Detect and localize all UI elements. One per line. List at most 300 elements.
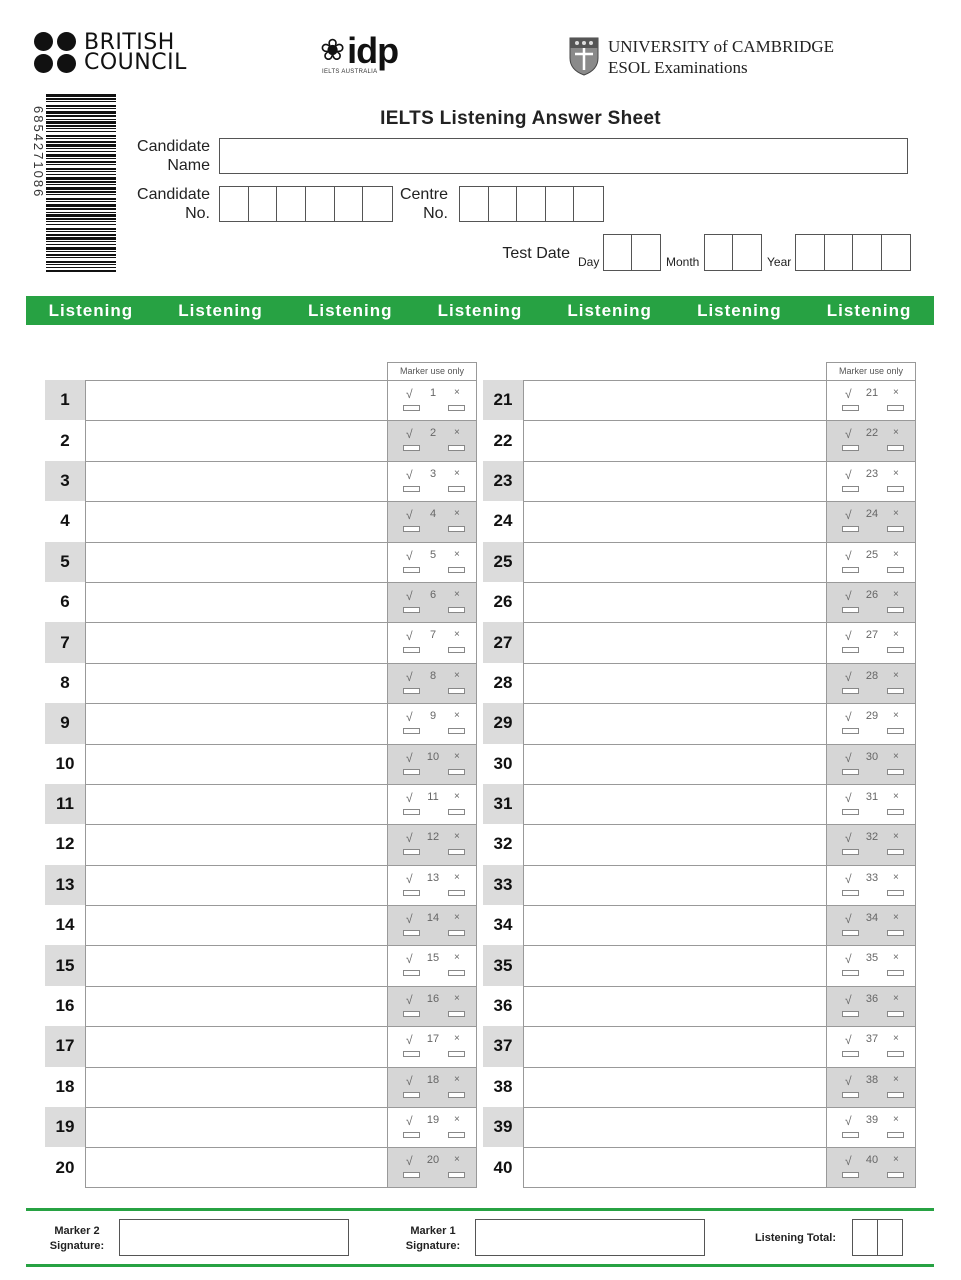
answer-field[interactable] bbox=[523, 824, 826, 864]
marker-number: 37 bbox=[865, 1033, 879, 1046]
tick-icon: √ bbox=[845, 387, 852, 401]
answer-field[interactable] bbox=[523, 703, 826, 743]
cross-icon: × bbox=[893, 1154, 899, 1166]
question-row bbox=[483, 542, 916, 582]
question-number: 31 bbox=[483, 784, 523, 824]
test-date-label: Test Date bbox=[502, 245, 570, 262]
question-number: 19 bbox=[45, 1107, 85, 1147]
answer-field[interactable] bbox=[523, 905, 826, 945]
incorrect-checkbox[interactable] bbox=[887, 1011, 904, 1017]
british-council-line1: BRITISH bbox=[84, 29, 175, 55]
incorrect-checkbox[interactable] bbox=[448, 445, 465, 451]
cross-icon: × bbox=[893, 588, 899, 600]
question-number: 28 bbox=[493, 672, 513, 692]
marker-box bbox=[826, 945, 916, 985]
answer-field[interactable] bbox=[523, 1147, 826, 1187]
incorrect-checkbox[interactable] bbox=[448, 1011, 465, 1017]
answer-field[interactable] bbox=[523, 582, 826, 622]
tick-icon: √ bbox=[845, 790, 852, 805]
listening-total-cell[interactable] bbox=[878, 1220, 902, 1255]
correct-checkbox[interactable] bbox=[403, 486, 420, 492]
answer-field[interactable] bbox=[85, 1107, 387, 1147]
incorrect-checkbox[interactable] bbox=[448, 1092, 465, 1098]
answer-field[interactable] bbox=[85, 945, 387, 985]
correct-checkbox[interactable] bbox=[403, 445, 420, 451]
answer-field[interactable] bbox=[85, 986, 387, 1026]
cross-icon: × bbox=[454, 1073, 460, 1085]
barcode-bar bbox=[46, 161, 116, 163]
question-number: 3 bbox=[45, 461, 85, 501]
marker-box bbox=[387, 824, 477, 864]
incorrect-checkbox[interactable] bbox=[887, 607, 904, 613]
candidate-name-label: Candidate Name bbox=[137, 138, 210, 174]
marker-number: 16 bbox=[426, 992, 440, 1005]
barcode-bar bbox=[46, 224, 116, 225]
question-row bbox=[483, 1067, 916, 1107]
marker1-signature-field[interactable] bbox=[475, 1219, 705, 1256]
barcode-bar bbox=[46, 244, 116, 245]
barcode-bar bbox=[46, 231, 116, 232]
question-number: 40 bbox=[493, 1157, 513, 1177]
correct-checkbox[interactable] bbox=[403, 769, 420, 775]
tick-icon: √ bbox=[845, 710, 852, 725]
question-number: 26 bbox=[493, 592, 513, 612]
answer-field[interactable] bbox=[85, 703, 387, 743]
tick-icon: √ bbox=[406, 669, 413, 684]
marker-use-only-right: Marker use only bbox=[826, 362, 916, 380]
incorrect-checkbox[interactable] bbox=[887, 688, 904, 694]
month-cell[interactable] bbox=[705, 235, 733, 270]
incorrect-checkbox[interactable] bbox=[448, 647, 465, 653]
year-field[interactable] bbox=[795, 234, 911, 271]
barcode-bar bbox=[46, 201, 116, 202]
correct-checkbox[interactable] bbox=[403, 970, 420, 976]
barcode-bar bbox=[46, 264, 116, 265]
incorrect-checkbox[interactable] bbox=[887, 890, 904, 896]
cambridge-line2: ESOL Examinations bbox=[608, 58, 748, 77]
marker-box bbox=[826, 865, 916, 905]
barcode-bar bbox=[46, 212, 116, 213]
day-cell[interactable] bbox=[632, 235, 660, 270]
answer-field[interactable] bbox=[523, 1107, 826, 1147]
question-number: 27 bbox=[483, 622, 523, 662]
question-number: 10 bbox=[55, 753, 75, 773]
correct-checkbox[interactable] bbox=[403, 849, 420, 855]
incorrect-checkbox[interactable] bbox=[448, 849, 465, 855]
incorrect-checkbox[interactable] bbox=[448, 930, 465, 936]
question-row bbox=[483, 865, 916, 905]
correct-checkbox[interactable] bbox=[842, 728, 859, 734]
question-number: 9 bbox=[45, 703, 85, 743]
answer-field[interactable] bbox=[523, 380, 826, 420]
correct-checkbox[interactable] bbox=[403, 1132, 420, 1138]
listening-total-field[interactable] bbox=[852, 1219, 903, 1256]
answer-field[interactable] bbox=[523, 663, 826, 703]
banner-label: Listening bbox=[178, 300, 263, 320]
correct-checkbox[interactable] bbox=[403, 647, 420, 653]
tick-icon: √ bbox=[845, 1114, 852, 1129]
question-number: 21 bbox=[483, 380, 523, 420]
banner-label: Listening bbox=[826, 300, 912, 320]
marker-number: 6 bbox=[429, 588, 437, 601]
question-row bbox=[45, 784, 477, 824]
answer-field[interactable] bbox=[85, 744, 387, 784]
marker-number: 35 bbox=[865, 952, 879, 965]
marker-number: 21 bbox=[865, 387, 879, 399]
question-number: 1 bbox=[45, 380, 85, 420]
correct-checkbox[interactable] bbox=[403, 607, 420, 613]
answer-field[interactable] bbox=[85, 501, 387, 541]
barcode-bar bbox=[46, 144, 116, 147]
centre-no-cell[interactable] bbox=[517, 187, 546, 221]
question-row bbox=[45, 1107, 477, 1147]
incorrect-checkbox[interactable] bbox=[448, 728, 465, 734]
cross-icon: × bbox=[893, 387, 899, 398]
centre-no-field[interactable] bbox=[459, 186, 604, 222]
correct-checkbox[interactable] bbox=[842, 647, 859, 653]
correct-checkbox[interactable] bbox=[842, 445, 859, 451]
question-number: 2 bbox=[60, 430, 70, 450]
year-cell[interactable] bbox=[825, 235, 854, 270]
day-field[interactable] bbox=[603, 234, 661, 271]
incorrect-checkbox[interactable] bbox=[448, 567, 465, 573]
candidate-no-cell[interactable] bbox=[306, 187, 335, 221]
candidate-no-cell[interactable] bbox=[335, 187, 364, 221]
cambridge-logo bbox=[568, 36, 834, 78]
marker-number: 10 bbox=[426, 750, 440, 763]
marker-number: 38 bbox=[865, 1073, 879, 1086]
question-number: 24 bbox=[493, 511, 513, 531]
incorrect-checkbox[interactable] bbox=[448, 607, 465, 613]
footer-bottom-line bbox=[26, 1264, 934, 1267]
incorrect-checkbox[interactable] bbox=[448, 1172, 465, 1178]
marker-box bbox=[387, 1107, 477, 1147]
correct-checkbox[interactable] bbox=[842, 1092, 859, 1098]
correct-checkbox[interactable] bbox=[403, 567, 420, 573]
marker-box bbox=[826, 824, 916, 864]
answer-field[interactable] bbox=[85, 380, 387, 420]
correct-checkbox[interactable] bbox=[842, 1172, 859, 1178]
answer-field[interactable] bbox=[523, 744, 826, 784]
marker2-signature-label: Marker 2 Signature: bbox=[49, 1225, 105, 1252]
answer-field[interactable] bbox=[523, 501, 826, 541]
question-row bbox=[45, 501, 477, 541]
answer-field[interactable] bbox=[85, 663, 387, 703]
incorrect-checkbox[interactable] bbox=[448, 1132, 465, 1138]
candidate-no-cell[interactable] bbox=[363, 187, 392, 221]
correct-checkbox[interactable] bbox=[403, 1092, 420, 1098]
question-number: 12 bbox=[55, 834, 75, 854]
centre-no-cell[interactable] bbox=[460, 187, 489, 221]
cross-icon: × bbox=[454, 548, 460, 560]
banner-label: Listening bbox=[307, 300, 393, 320]
incorrect-checkbox[interactable] bbox=[887, 1172, 904, 1178]
marker-box bbox=[387, 622, 477, 662]
correct-checkbox[interactable] bbox=[403, 405, 420, 411]
correct-checkbox[interactable] bbox=[403, 890, 420, 896]
answer-field[interactable] bbox=[523, 420, 826, 460]
correct-checkbox[interactable] bbox=[842, 1011, 859, 1017]
question-number: 25 bbox=[483, 542, 523, 582]
incorrect-checkbox[interactable] bbox=[887, 486, 904, 492]
cross-icon: × bbox=[454, 871, 460, 883]
incorrect-checkbox[interactable] bbox=[887, 647, 904, 653]
answer-field[interactable] bbox=[85, 865, 387, 905]
answer-field[interactable] bbox=[85, 824, 387, 864]
cross-icon: × bbox=[893, 467, 899, 479]
barcode-bar bbox=[46, 158, 116, 159]
question-row bbox=[483, 945, 916, 985]
tick-icon: √ bbox=[845, 831, 852, 846]
incorrect-checkbox[interactable] bbox=[887, 1051, 904, 1057]
cross-icon: × bbox=[454, 1033, 460, 1045]
incorrect-checkbox[interactable] bbox=[887, 809, 904, 815]
marker2-signature-field[interactable] bbox=[119, 1219, 349, 1256]
incorrect-checkbox[interactable] bbox=[887, 1132, 904, 1138]
correct-checkbox[interactable] bbox=[842, 1132, 859, 1138]
correct-checkbox[interactable] bbox=[842, 849, 859, 855]
incorrect-checkbox[interactable] bbox=[448, 486, 465, 492]
incorrect-checkbox[interactable] bbox=[887, 970, 904, 976]
barcode-bar bbox=[46, 184, 116, 185]
answer-field[interactable] bbox=[85, 461, 387, 501]
cross-icon: × bbox=[454, 1114, 460, 1126]
incorrect-checkbox[interactable] bbox=[887, 769, 904, 775]
centre-no-cell[interactable] bbox=[546, 187, 575, 221]
barcode-bar bbox=[46, 151, 116, 152]
correct-checkbox[interactable] bbox=[842, 930, 859, 936]
marker-number: 34 bbox=[865, 912, 879, 925]
correct-checkbox[interactable] bbox=[403, 526, 420, 532]
marker-number: 3 bbox=[429, 467, 437, 480]
answer-field[interactable] bbox=[523, 542, 826, 582]
tick-icon: √ bbox=[406, 427, 413, 442]
marker-number: 26 bbox=[865, 588, 879, 601]
correct-checkbox[interactable] bbox=[842, 688, 859, 694]
answer-field[interactable] bbox=[85, 1026, 387, 1066]
incorrect-checkbox[interactable] bbox=[887, 728, 904, 734]
tick-icon: √ bbox=[406, 1073, 413, 1088]
incorrect-checkbox[interactable] bbox=[887, 930, 904, 936]
candidate-no-field[interactable] bbox=[219, 186, 393, 222]
incorrect-checkbox[interactable] bbox=[448, 769, 465, 775]
candidate-name-field[interactable] bbox=[219, 138, 908, 174]
marker-box bbox=[826, 1026, 916, 1066]
barcode-bar bbox=[46, 174, 116, 175]
question-row bbox=[45, 986, 477, 1026]
correct-checkbox[interactable] bbox=[842, 890, 859, 896]
day-cell[interactable] bbox=[604, 235, 632, 270]
cross-icon: × bbox=[454, 912, 460, 924]
month-cell[interactable] bbox=[733, 235, 761, 270]
answer-field[interactable] bbox=[523, 784, 826, 824]
incorrect-checkbox[interactable] bbox=[887, 849, 904, 855]
incorrect-checkbox[interactable] bbox=[887, 567, 904, 573]
correct-checkbox[interactable] bbox=[842, 1051, 859, 1057]
cross-icon: × bbox=[454, 952, 460, 964]
idp-figure-icon: ❀ bbox=[320, 34, 346, 67]
correct-checkbox[interactable] bbox=[403, 1011, 420, 1017]
barcode-bar bbox=[46, 270, 116, 272]
centre-no-cell[interactable] bbox=[489, 187, 518, 221]
cross-icon: × bbox=[893, 1114, 899, 1126]
tick-icon: √ bbox=[406, 831, 413, 846]
banner-label: Listening bbox=[697, 300, 782, 320]
marker-number: 12 bbox=[426, 831, 440, 844]
candidate-no-cell[interactable] bbox=[249, 187, 278, 221]
banner-label: Listening bbox=[48, 300, 134, 320]
year-cell[interactable] bbox=[882, 235, 910, 270]
marker-box bbox=[387, 865, 477, 905]
question-row bbox=[45, 703, 477, 743]
correct-checkbox[interactable] bbox=[403, 809, 420, 815]
marker-number: 32 bbox=[865, 831, 879, 844]
tick-icon: √ bbox=[845, 750, 852, 765]
question-number: 34 bbox=[493, 915, 513, 935]
question-row bbox=[45, 380, 477, 420]
incorrect-checkbox[interactable] bbox=[448, 526, 465, 532]
tick-icon: √ bbox=[845, 1033, 852, 1048]
incorrect-checkbox[interactable] bbox=[448, 688, 465, 694]
question-number: 39 bbox=[483, 1107, 523, 1147]
correct-checkbox[interactable] bbox=[403, 930, 420, 936]
incorrect-checkbox[interactable] bbox=[887, 526, 904, 532]
year-label: Year bbox=[767, 255, 792, 269]
correct-checkbox[interactable] bbox=[403, 688, 420, 694]
marker-number: 40 bbox=[865, 1154, 879, 1167]
incorrect-checkbox[interactable] bbox=[448, 970, 465, 976]
question-number: 35 bbox=[483, 945, 523, 985]
answer-field[interactable] bbox=[523, 986, 826, 1026]
answer-field[interactable] bbox=[85, 542, 387, 582]
answer-field[interactable] bbox=[85, 905, 387, 945]
answer-field[interactable] bbox=[523, 461, 826, 501]
barcode-bar bbox=[46, 177, 116, 180]
cross-icon: × bbox=[893, 508, 899, 520]
cross-icon: × bbox=[893, 750, 899, 762]
tick-icon: √ bbox=[406, 710, 413, 725]
correct-checkbox[interactable] bbox=[842, 809, 859, 815]
marker-number: 8 bbox=[429, 669, 437, 682]
marker-box bbox=[826, 420, 916, 460]
tick-icon: √ bbox=[406, 629, 413, 644]
answer-field[interactable] bbox=[523, 945, 826, 985]
footer-top-line bbox=[26, 1208, 934, 1211]
marker-number: 15 bbox=[426, 952, 440, 965]
correct-checkbox[interactable] bbox=[842, 567, 859, 573]
barcode-bar bbox=[46, 138, 116, 139]
marker-number: 19 bbox=[426, 1114, 440, 1127]
tick-icon: √ bbox=[845, 669, 852, 684]
barcode-bar bbox=[46, 254, 116, 256]
marker-number: 24 bbox=[865, 508, 879, 521]
correct-checkbox[interactable] bbox=[842, 486, 859, 492]
barcode-bar bbox=[46, 148, 116, 149]
cross-icon: × bbox=[454, 831, 460, 843]
cross-icon: × bbox=[893, 629, 899, 641]
year-cell[interactable] bbox=[796, 235, 825, 270]
year-cell[interactable] bbox=[853, 235, 882, 270]
question-row bbox=[483, 703, 916, 743]
correct-checkbox[interactable] bbox=[403, 728, 420, 734]
cross-icon: × bbox=[454, 1154, 460, 1166]
correct-checkbox[interactable] bbox=[842, 405, 859, 411]
incorrect-checkbox[interactable] bbox=[887, 445, 904, 451]
incorrect-checkbox[interactable] bbox=[448, 890, 465, 896]
answer-field[interactable] bbox=[85, 420, 387, 460]
incorrect-checkbox[interactable] bbox=[887, 1092, 904, 1098]
barcode-bar bbox=[46, 98, 116, 100]
answer-field[interactable] bbox=[85, 1147, 387, 1187]
candidate-no-cell[interactable] bbox=[220, 187, 249, 221]
incorrect-checkbox[interactable] bbox=[448, 1051, 465, 1057]
tick-icon: √ bbox=[406, 387, 413, 401]
question-number: 22 bbox=[493, 430, 513, 450]
barcode-bar bbox=[46, 267, 116, 268]
marker-box bbox=[826, 905, 916, 945]
cambridge-shield-icon bbox=[568, 36, 600, 76]
tick-icon: √ bbox=[845, 588, 852, 603]
candidate-no-cell[interactable] bbox=[277, 187, 306, 221]
correct-checkbox[interactable] bbox=[403, 1172, 420, 1178]
correct-checkbox[interactable] bbox=[842, 769, 859, 775]
cross-icon: × bbox=[454, 750, 460, 762]
marker-use-only-left: Marker use only bbox=[387, 362, 477, 380]
listening-total-cell[interactable] bbox=[853, 1220, 878, 1255]
marker-box bbox=[387, 1026, 477, 1066]
cross-icon: × bbox=[893, 427, 899, 439]
tick-icon: √ bbox=[406, 952, 413, 967]
answer-field[interactable] bbox=[523, 1026, 826, 1066]
page-title: IELTS Listening Answer Sheet bbox=[380, 108, 661, 129]
british-council-line2: COUNCIL bbox=[84, 49, 187, 75]
centre-no-cell[interactable] bbox=[574, 187, 603, 221]
question-row bbox=[483, 1147, 916, 1187]
barcode-bar bbox=[46, 101, 116, 102]
question-number: 33 bbox=[483, 865, 523, 905]
month-field[interactable] bbox=[704, 234, 762, 271]
answer-field[interactable] bbox=[523, 865, 826, 905]
incorrect-checkbox[interactable] bbox=[887, 405, 904, 411]
answer-field[interactable] bbox=[85, 622, 387, 662]
answer-field[interactable] bbox=[523, 1067, 826, 1107]
tick-icon: √ bbox=[406, 750, 413, 765]
correct-checkbox[interactable] bbox=[842, 607, 859, 613]
answer-field[interactable] bbox=[85, 784, 387, 824]
marker-box bbox=[387, 582, 477, 622]
marker-number: 36 bbox=[865, 992, 879, 1005]
correct-checkbox[interactable] bbox=[842, 526, 859, 532]
barcode-bar bbox=[46, 194, 116, 195]
marker-box bbox=[387, 905, 477, 945]
correct-checkbox[interactable] bbox=[842, 970, 859, 976]
correct-checkbox[interactable] bbox=[403, 1051, 420, 1057]
marker-number: 7 bbox=[429, 629, 437, 642]
answer-field[interactable] bbox=[523, 622, 826, 662]
marker-number: 33 bbox=[865, 871, 879, 884]
question-number: 14 bbox=[55, 915, 75, 935]
barcode-bar bbox=[46, 237, 116, 240]
question-row bbox=[483, 1107, 916, 1147]
banner-label: Listening bbox=[567, 300, 652, 320]
marker1-signature-label: Marker 1 Signature: bbox=[405, 1225, 461, 1252]
answer-field[interactable] bbox=[85, 582, 387, 622]
incorrect-checkbox[interactable] bbox=[448, 405, 465, 411]
tick-icon: √ bbox=[845, 548, 852, 563]
marker-number: 11 bbox=[427, 790, 439, 803]
incorrect-checkbox[interactable] bbox=[448, 809, 465, 815]
answer-field[interactable] bbox=[85, 1067, 387, 1107]
